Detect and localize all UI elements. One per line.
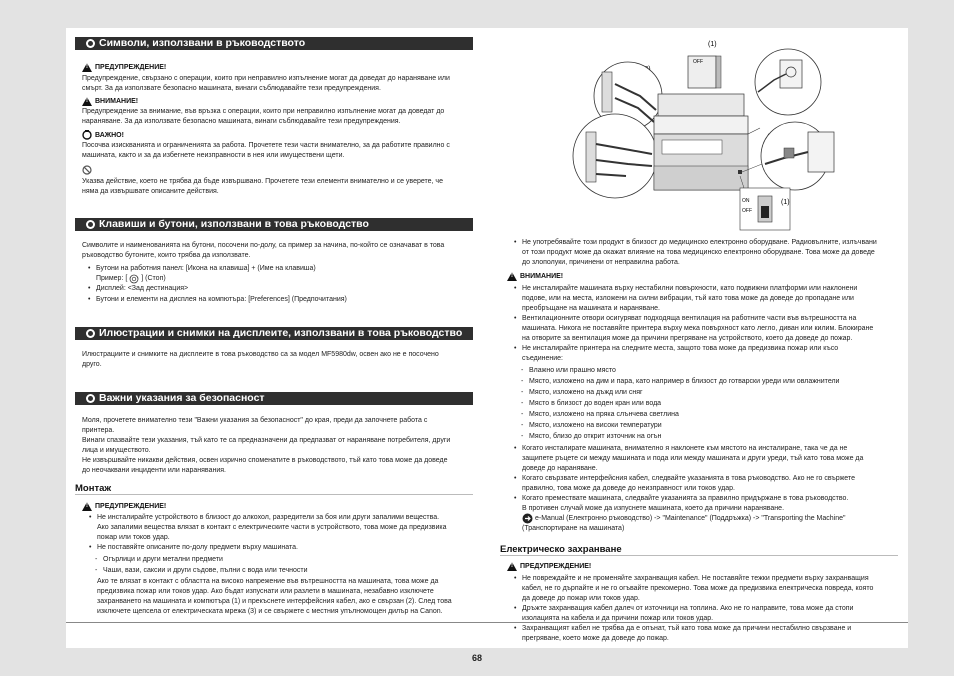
caution-triangle-icon — [82, 97, 92, 106]
install-dash-item: - Огърлици и други метални предмети — [103, 555, 223, 565]
warning-text: смърт. За да използвате безопасно машината, винаги съблюдавайте тези предупреждения. — [82, 85, 381, 92]
caution-label: ! ВНИМАНИЕ! — [507, 272, 563, 281]
place-dash-item: - Влажно или прашно място — [529, 366, 616, 376]
important-label: ВАЖНО! — [82, 130, 124, 140]
svg-text:OFF: OFF — [742, 208, 752, 214]
install-text: Ако те влязат в контакт с областта на високо напрежение във вътрешността на машината, това може да — [97, 578, 439, 585]
caution-text: В противен случай може да изпуснете машината, което да причини нараняване. — [522, 505, 785, 512]
power-text: прегряване, което може да доведе до пожар. — [522, 635, 669, 642]
keys-bullet: • Бутони и елементи на дисплея на компютъра: [Preferences] (Предпочитания) — [96, 295, 347, 305]
medical-text: до злополуки, причинени от неправилна работа. — [522, 259, 680, 266]
install-bullet: • Не инсталирайте устройството в близост до алкохол, разредители за боя или други запалими вещества. — [97, 513, 439, 523]
caution-bullet: • Когато свързвате интерфейсния кабел, следвайте указанията в това ръководство. Ако не го свържете — [522, 474, 855, 484]
illustrations-text: друго. — [82, 361, 102, 368]
e-manual-link-icon — [522, 513, 533, 524]
caution-triangle-icon — [507, 272, 517, 281]
caution-text: машината. Никога не поставяйте принтера върху мека повърхност като легло, диван или килим. Блокиране — [522, 325, 874, 332]
power-warning-label: ! ПРЕДУПРЕЖДЕНИЕ! — [507, 562, 591, 571]
section-header-keys — [75, 218, 473, 231]
important-icon — [82, 130, 92, 140]
safety-text: лица и имуществото. — [82, 447, 151, 454]
e-manual-reference[interactable]: (Транспортиране на машината) — [522, 525, 625, 532]
footer-line — [66, 622, 908, 623]
caution-text: подове, или на места, изложени на силни вибрации, тъй като това може да доведе до пропадане или — [522, 295, 854, 302]
keys-text: Символите и наименованията на бутони, посочени по-долу, са пример за начина, по-който се означават в това — [82, 242, 445, 249]
medical-text: от този продукт може да окажат влияние на това медицинско електронно оборудване. Това може да доведе — [522, 249, 875, 256]
caution-text: доведе до нараняване. — [522, 465, 598, 472]
prohibit-text: Указва действие, което не трябва да бъде извършвано. Прочетете тези елементи внимателно и се уверете, че — [82, 178, 443, 185]
warning-triangle-icon — [82, 63, 92, 72]
caution-label: ! ВНИМАНИЕ! — [82, 97, 138, 106]
place-dash-item: - Място в близост до воден кран или вода — [529, 399, 661, 409]
keys-example: Пример: [ ] (Стоп) — [96, 274, 166, 284]
caution-text: нараняване. За да използвате безопасно машината, винаги съблюдавайте тези предупреждения. — [82, 118, 401, 125]
page-number: 68 — [464, 651, 490, 665]
power-text: да доведе до пожар или токов удар. — [522, 595, 640, 602]
warning-label: ! ПРЕДУПРЕЖДЕНИЕ! — [82, 63, 166, 72]
caution-bullet: • Когато инсталирате машината, внимателно я наклонете към мястото на инсталиране, така че да не — [522, 444, 847, 454]
install-title: Монтаж — [75, 483, 112, 494]
power-divider — [500, 555, 898, 556]
svg-text:ON: ON — [742, 198, 750, 204]
warning-triangle-icon — [82, 502, 92, 511]
place-dash-item: - Място, изложено на дим и пара, като например в близост до готварски уреди или овлажнители — [529, 377, 839, 387]
safety-text: Винаги спазвайте тези указания, тъй като те са предназначени да предпазват от нараняване потребителя, други — [82, 437, 451, 444]
install-dash-item: - Чаши, вази, саксии и други съдове, пълни с вода или течности — [103, 566, 308, 576]
section-title: Важни указания за безопасност — [99, 392, 265, 404]
warning-triangle-icon — [507, 562, 517, 571]
caution-text: защипете ръцете си между машината и пода или между машината и други уреди, тъй като това може да — [522, 455, 864, 462]
install-warning-label: ! ПРЕДУПРЕЖДЕНИЕ! — [82, 502, 166, 511]
safety-text: до неочаквани инциденти или наранявания. — [82, 467, 226, 474]
illustrations-text: Илюстрациите и снимките на дисплеите в това ръководство са за модел MF5980dw, освен ако не е посочено — [82, 351, 439, 358]
safety-text: Моля, прочетете внимателно тези "Важни указания за безопасност" до края, преди да започнете работа с — [82, 417, 428, 424]
install-bullet: • Не поставяйте описаните по-долу предмети върху машината. — [97, 543, 298, 553]
power-bullet: • Захранващият кабел не трябва да е опънат, тъй като това може да причини нестабилно свързване и — [522, 624, 851, 634]
install-text: предизвика пожар или токов удар. Ако бъдат изпуснати или разлети в машината, незабавно изключете — [97, 588, 434, 595]
section-title: Илюстрации и снимки на дисплеите, използвани в това ръководство — [99, 327, 463, 339]
power-bullet: • Дръжте захранващия кабел далеч от източници на топлина. Ако не го направите, това може да стопи — [522, 604, 853, 614]
printer-illustration — [570, 36, 880, 232]
power-text: кабел, не го дърпайте и не го огъвайте прекомерно. Това може да предизвика електрическа повреда, която — [522, 585, 874, 592]
bullet-circle-icon — [86, 39, 95, 48]
install-text: Ако запалими вещества влязат в контакт с електрическите части в устройството, това може да предизвика — [97, 524, 447, 531]
caution-bullet: • Не инсталирайте машината върху нестабилни повърхности, като подвижни платформи или наклонени — [522, 284, 857, 294]
keys-bullet: • Дисплей: <Зад дестинация> — [96, 284, 188, 294]
install-text: пожар или токов удар. — [97, 534, 170, 541]
important-text: машината, както и за да избегнете неизправности в нея или имуществени щети. — [82, 152, 345, 159]
medical-bullet: • Не употребявайте този продукт в близост до медицинско електронно оборудване. Радиовълните, излъчвани — [522, 238, 877, 248]
section-title: Клавиши и бутони, използвани в това ръководство — [99, 218, 369, 230]
place-dash-item: - Място, изложено на пряка слънчева светлина — [529, 410, 679, 420]
power-bullet: • Не повреждайте и не променяйте захранващия кабел. Не поставяйте тежки предмети върху захранващия — [522, 574, 869, 584]
caution-text: съединение: — [522, 355, 563, 362]
svg-text:OFF: OFF — [693, 59, 703, 65]
prohibited-icon — [82, 165, 92, 175]
caution-bullet: • Вентилационните отвори осигуряват подходяща вентилация на работните части във вътрешността на — [522, 314, 856, 324]
power-text: изолацията на кабела и да причини пожар или токов удар. — [522, 615, 714, 622]
stop-key-icon — [128, 274, 140, 284]
section-header-illustrations — [75, 327, 473, 340]
bullet-circle-icon — [86, 329, 95, 338]
caution-text: на отворите за вентилация може да причини прегряване на устройството, което да доведе до пожар. — [522, 335, 853, 342]
e-manual-reference[interactable]: e-Manual (Електронно ръководство) -> "Maintenance" (Поддръжка) -> "Transporting the Machine" — [535, 515, 846, 522]
caution-text: правилно, това може да доведе до неизправност или токов удар. — [522, 485, 735, 492]
caution-text: Предупреждение за внимание, във връзка с операции, които при неправилно изпълнение могат да доведат до — [82, 108, 445, 115]
section-header-symbols — [75, 37, 473, 50]
place-dash-item: - Място, близо до открит източник на огън — [529, 432, 661, 442]
svg-text:(1): (1) — [781, 199, 790, 206]
important-text: Посочва изискванията и ограниченията за работа. Прочетете тези части внимателно, за да работите правилно с — [82, 142, 450, 149]
bullet-circle-icon — [86, 394, 95, 403]
caution-text: преобръщане на машината и нараняване. — [522, 305, 660, 312]
section-title: Символи, използвани в ръководството — [99, 37, 306, 49]
caution-bullet: • Не инсталирайте принтера на следните места, защото това може да предизвика пожар или късо — [522, 344, 838, 354]
svg-text:(1): (1) — [708, 41, 717, 48]
power-title: Електрическо захранване — [500, 544, 622, 555]
safety-text: принтера. — [82, 427, 115, 434]
caution-bullet: • Когато премествате машината, следвайте указанията за правилно придържане в това ръководство. — [522, 494, 848, 504]
place-dash-item: - Място, изложено на високи температури — [529, 421, 662, 431]
keys-bullet: • Бутони на работния панел: [Икона на клавиша] + (Име на клавиша) — [96, 264, 316, 274]
place-dash-item: - Място, изложено на дъжд или сняг — [529, 388, 643, 398]
safety-text: Не извършвайте никакви действия, освен изрично споменатите в ръководството, тъй като това може да доведе — [82, 457, 448, 464]
bullet-circle-icon — [86, 220, 95, 229]
section-header-safety — [75, 392, 473, 405]
prohibit-text: няма да извършвате описаните действия. — [82, 188, 219, 195]
install-divider — [75, 494, 473, 495]
install-text: изключете щепсела от електрическата мрежа (3) и се свържете с местния упълномощен дилър на Canon. — [97, 608, 443, 615]
install-text: захранването на машината и компютъра (1) и прекъснете интерфейсния кабел, ако е свързан (2). След това — [97, 598, 452, 605]
warning-text: Предупреждение, свързано с операции, които при неправилно изпълнение могат да доведат до нараняване или — [82, 75, 450, 82]
keys-text: ръководство бутоните, които трябва да използвате. — [82, 252, 251, 259]
